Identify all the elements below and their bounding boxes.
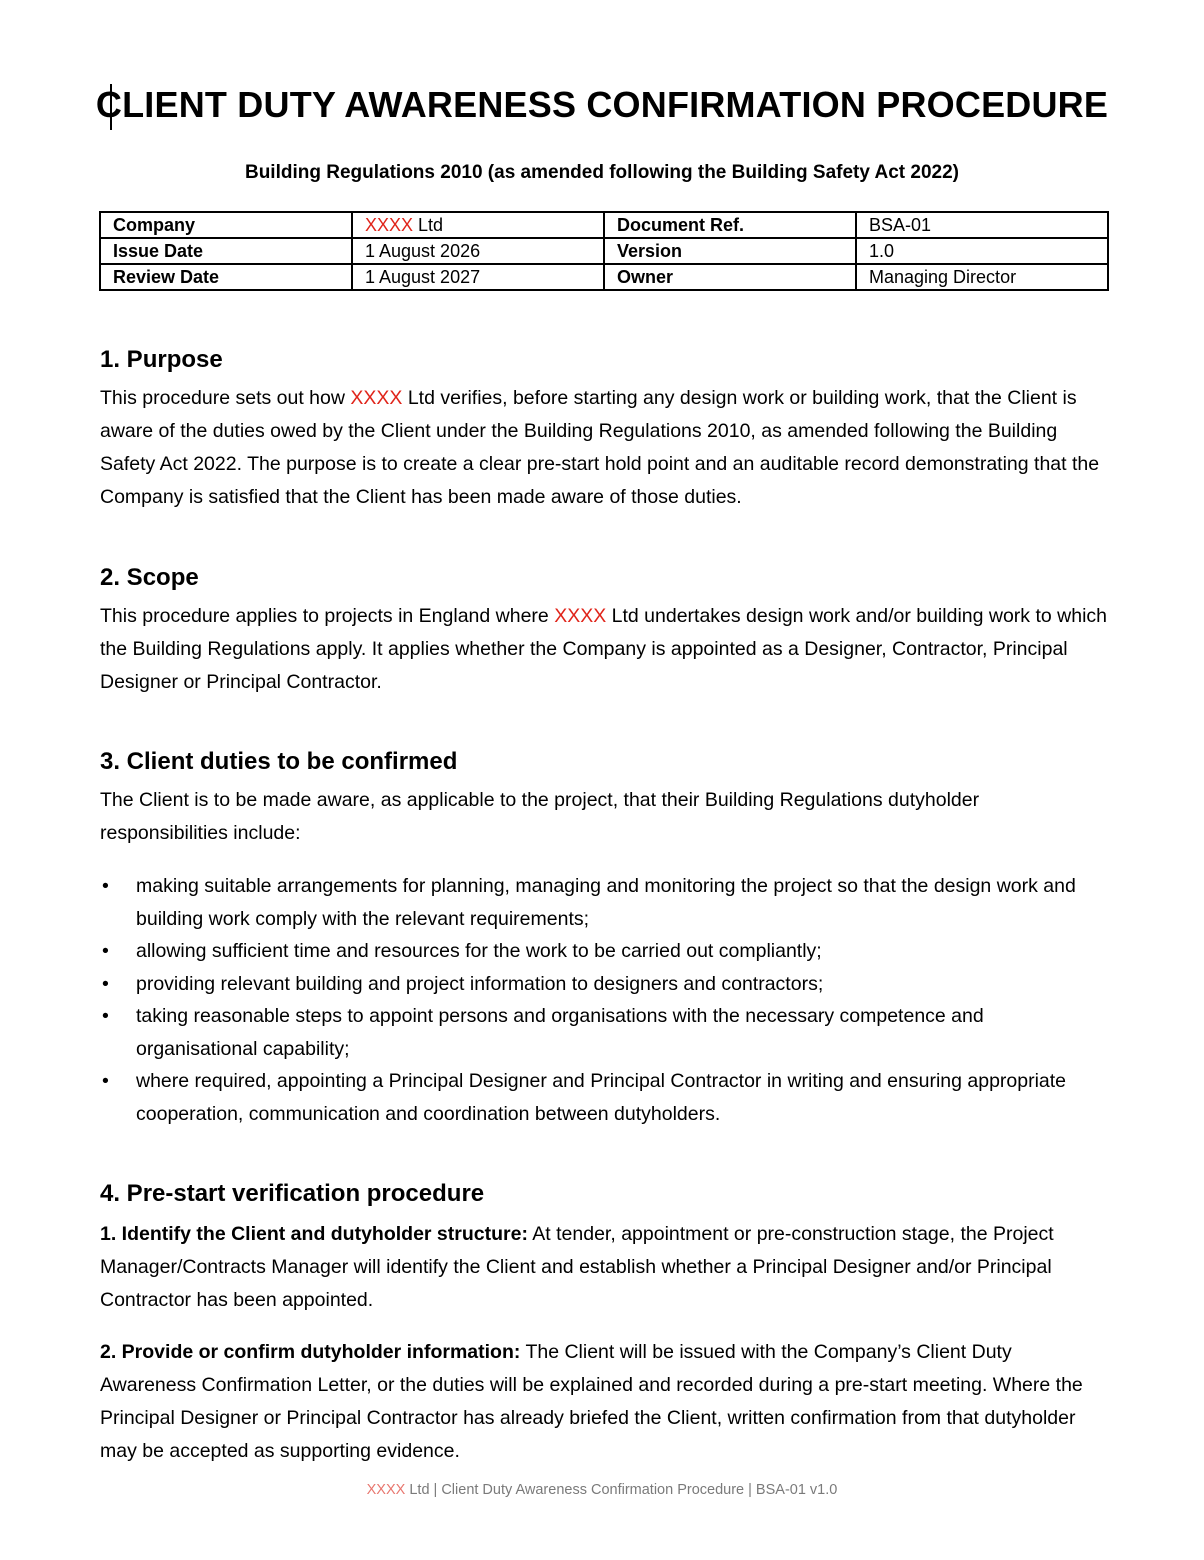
table-key: Issue Date: [100, 238, 352, 264]
procedure-step: [100, 1336, 1110, 1468]
table-value-text: Ltd: [413, 215, 444, 235]
duties-list: [100, 870, 1110, 1130]
list-item-text: taking reasonable steps to appoint persons and organisations with the necessary competence and organisational capability;: [136, 1005, 984, 1060]
section-heading-purpose: 1. Purpose: [100, 346, 223, 373]
list-item: [100, 935, 1110, 968]
company-placeholder: XXXX: [365, 215, 414, 235]
list-item-text: allowing sufficient time and resources for the work to be carried out compliantly;: [136, 940, 822, 962]
footer-text: Ltd | Client Duty Awareness Confirmation Procedure | BSA-01 v1.0: [405, 1482, 838, 1498]
table-key: Company: [100, 212, 352, 238]
paragraph-text: Ltd undertakes design work and/or building work to which the Building Regulations apply. It applies whether the Company is appointed as a Designer, Contractor, Principal Designer or Principal Contractor.: [100, 605, 1108, 693]
bullet-icon: •: [102, 940, 109, 962]
company-placeholder: XXXX: [350, 387, 403, 409]
page-subtitle: Building Regulations 2010 (as amended following the Building Safety Act 2022): [244, 162, 960, 183]
table-row: [100, 238, 1108, 264]
section-heading-scope: 2. Scope: [100, 564, 199, 591]
page-footer: [0, 1482, 1204, 1498]
step-text: At tender, appointment or pre-construction stage, the Project Manager/Contracts Manager will identify the Client and establish whether a Principal Designer and/or Principal Contractor has been appointed.: [100, 1223, 1054, 1311]
procedure-step: [100, 1218, 1110, 1317]
purpose-paragraph: [100, 382, 1110, 514]
paragraph-text: This procedure sets out how: [100, 387, 351, 409]
list-item-text: where required, appointing a Principal Designer and Principal Contractor in writing and ensuring appropriate cooperation, communication and coordination between dutyholders.: [136, 1070, 1067, 1125]
table-key: Version: [604, 238, 856, 264]
table-value: 1.0: [856, 238, 1108, 264]
list-item-text: providing relevant building and project information to designers and contractors;: [136, 972, 824, 995]
step-label: 1. Identify the Client and dutyholder structure:: [100, 1223, 528, 1245]
list-item-text: making suitable arrangements for planning, managing and monitoring the project so that the design work and building work comply with the relevant requirements;: [136, 875, 1076, 930]
table-key: Document Ref.: [604, 212, 856, 238]
bullet-icon: •: [102, 972, 109, 995]
list-item: [100, 968, 1110, 1001]
list-item: [100, 870, 1110, 935]
bullet-icon: •: [102, 875, 109, 897]
step-label: 2. Provide or confirm dutyholder information:: [100, 1341, 521, 1363]
step-text: The Client will be issued with the Company’s Client Duty Awareness Confirmation Letter, or the duties will be explained and recorded during a pre-start meeting. Where the Principal Designer or Principal Contractor has already briefed the Client, written confirmation from that dutyholder may be accepted as supporting evidence.: [100, 1341, 1083, 1462]
list-item: [100, 1000, 1110, 1065]
section-heading-procedure: 4. Pre-start verification procedure: [100, 1180, 485, 1207]
table-row: [100, 264, 1108, 290]
paragraph-text: Ltd verifies, before starting any design work or building work, that the Client is aware of the duties owed by the Client under the Building Regulations 2010, as amended following the Building Safety Act 2022. The purpose is to create a clear pre-start hold point and an auditable record demonstrating that the Company is satisfied that the Client has been made aware of those duties.: [100, 387, 1100, 508]
table-value: BSA-01: [856, 212, 1108, 238]
table-key: Owner: [604, 264, 856, 290]
company-placeholder: XXXX: [366, 1482, 406, 1498]
table-value: 1 August 2026: [352, 238, 604, 264]
duties-intro: The Client is to be made aware, as applicable to the project, that their Building Regulations dutyholder responsibilities include:: [100, 789, 980, 844]
bullet-icon: •: [102, 1070, 109, 1092]
section-heading-duties: 3. Client duties to be confirmed: [100, 748, 458, 775]
bullet-icon: •: [102, 1005, 109, 1027]
company-placeholder: XXXX: [554, 605, 607, 627]
table-value: 1 August 2027: [352, 264, 604, 290]
scope-paragraph: [100, 600, 1110, 699]
table-value: [352, 212, 604, 238]
table-value: Managing Director: [856, 264, 1108, 290]
table-key: Review Date: [100, 264, 352, 290]
table-row: [100, 212, 1108, 238]
paragraph-text: This procedure applies to projects in England where: [100, 605, 555, 627]
list-item: [100, 1065, 1110, 1130]
page-title: CLIENT DUTY AWARENESS CONFIRMATION PROCEDURE: [95, 84, 1109, 125]
document-control-table: [99, 211, 1109, 291]
